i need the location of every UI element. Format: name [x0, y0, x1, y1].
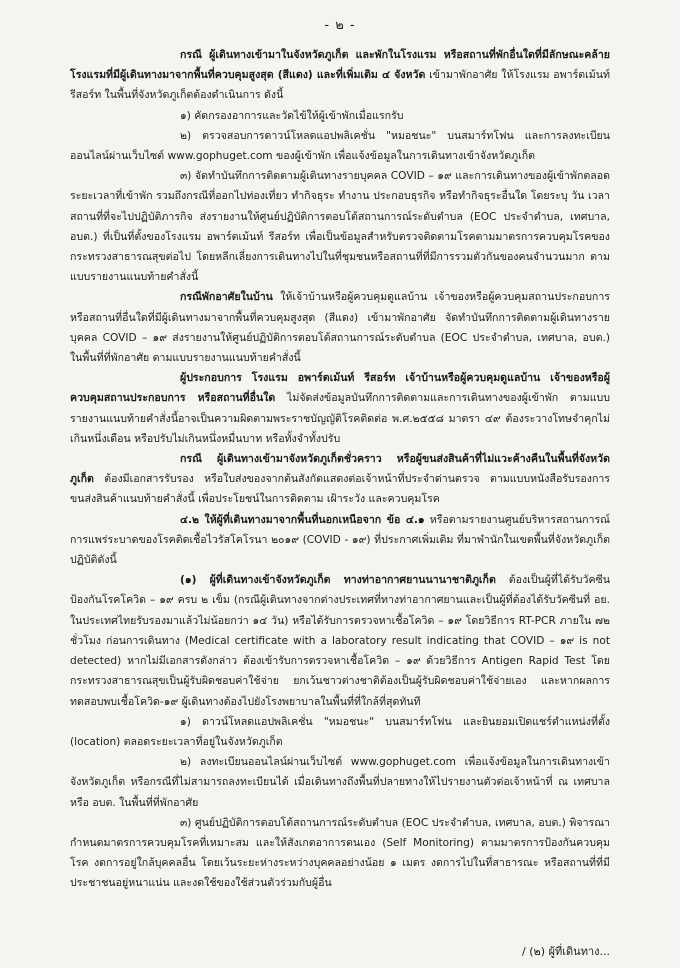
paragraph-operator-penalty [70, 368, 610, 449]
list-item-app-check: ๒) ตรวจสอบการดาวน์โหลดแอปพลิเคชั่น "หมอชนะ" บนสมาร์ทโฟน และการลงทะเบียนออนไลน์ผ่านเว็บไซต์ www.gophuget.com ของผู้เข้าพัก เพื่อแจ้งข้อมูลในการเดินทางเข้าจังหวัดภูเก็ต [70, 129, 610, 163]
hotel-case-heading: กรณี ผู้เดินทางเข้ามาในจังหวัดภูเก็ต และพักในโรงแรม หรือสถานที่พักอื่นใดที่มีลักษณะคล้ายโรงแรมที่มีผู้เดินทางมาจากพื้นที่ควบคุมสูงสุด (สีแดง) และที่เพิ่มเติม ๔ จังหวัด [70, 49, 610, 82]
sub-item-eoc-measures: ๓) ศูนย์ปฏิบัติการตอบโต้สถานการณ์ระดับตำบล (EOC ประจำตำบล, เทศบาล, อบต.) พิจารณากำหนดมาตรการควบคุมโรคที่เหมาะสม และให้สังเกตอาการตนเอง (Self Monitoring) ตามมาตรการป้องกันควบคุมโรค งดการอยู่ใกล้บุคคลอื่น โดยเว้นระยะห่างระหว่างบุคคลอย่างน้อย ๑ เมตร งดการไปในที่สาธารณะ หรือสถานที่ที่มีประชาชนอยู่หนาแน่น และงดใช้ของใช้ส่วนตัวร่วมกับผู้อื่น [70, 816, 610, 890]
list-item-tracking-record: ๓) จัดทำบันทึกการติดตามผู้เดินทางรายบุคคล COVID – ๑๙ และการเดินทางของผู้เข้าพักตลอดระยะเวลาที่เข้าพัก รวมถึงกรณีที่ออกไปท่องเที่ยว ทำกิจธุระ ทำงาน ประกอบธุรกิจ หรือทำกิจธุระอื่นใด โดยระบุ วัน เวลา สถานที่ที่จะไปปฏิบัติภารกิจ ส่งรายงานให้ศูนย์ปฏิบัติการตอบโต้สถานการณ์ระดับตำบล (EOC ประจำตำบล, เทศบาล, อบต.) ที่เป็นที่ตั้งของโรงแรม อพาร์ตเม้นท์ รีสอร์ท เพื่อเป็นข้อมูลสำหรับตรวจติดตามโรคตามมาตรการควบคุมโรคของกระทรวงสาธารณสุขต่อไป โดยหลีกเลี่ยงการเดินทางไปในที่ชุมชนหรือสถานที่ที่มีการรวมตัวกันของคนจำนวนมาก ตามแบบรายงานแนบท้ายคำสั่งนี้ [70, 170, 610, 284]
paragraph-temporary-visitor [70, 449, 610, 510]
home-case-heading: กรณีพักอาศัยในบ้าน [180, 291, 273, 304]
continuation-footer: / (๒) ผู้ที่เดินทาง... [522, 945, 610, 958]
airport-arrival-text: ต้องเป็นผู้ที่ได้รับวัคซีนป้องกันโรคโควิด – ๑๙ ครบ ๒ เข็ม (กรณีผู้เดินทางจากต่างประเทศที่ทางท่าอากาศยานและเป็นผู้ที่ต้องได้รับวัคซีนที่ อย. ในประเทศไทยรับรองมาแล้วไม่น้อยกว่า ๑๔ วัน) หรือได้รับการตรวจหาเชื้อโควิด – ๑๙ โดยวิธีการ RT-PCR ภายใน ๗๒ ชั่วโมง ก่อนการเดินทาง (Medical certificate with a laboratory result indicating that COVID – ๑๙ is not detected) หากไม่มีเอกสารดังกล่าว ต้องเข้ารับการตรวจหาเชื้อโควิด – ๑๙ ด้วยวิธีการ Antigen Rapid Test โดยกระทรวงสาธารณสุขเป็นผู้รับผิดชอบค่าใช้จ่าย ยกเว้นชาวต่างชาติต้องเป็นผู้รับผิดชอบค่าใช้จ่ายเอง และหากผลการทดสอบพบเชื้อโควิด-๑๙ ผู้เดินทางต้องไปยังโรงพยาบาลในพื้นที่ที่ใกล้ที่สุดทันที [70, 574, 610, 708]
section-4-2-heading: ๔.๒ ให้ผู้ที่เดินทางมาจากพื้นที่นอกเหนือจาก ข้อ ๔.๑ [180, 513, 425, 526]
paragraph-section-4-2 [70, 510, 610, 571]
hotel-case-text: เข้ามาพักอาศัย ให้โรงแรม อพาร์ตเม้นท์ รีสอร์ท ในพื้นที่จังหวัดภูเก็ตต้องดำเนินการ ดังนี้ [70, 69, 610, 102]
home-case-text: ให้เจ้าบ้านหรือผู้ควบคุมดูแลบ้าน เจ้าของหรือผู้ควบคุมสถานประกอบการ หรือสถานที่อื่นใดที่มีผู้เดินทางมาจากพื้นที่ควบคุมสูงสุด (สีแดง) เข้ามาพักอาศัย จัดทำบันทึกการติดตามผู้เดินทางรายบุคคล COVID – ๑๙ ส่งรายงานให้ศูนย์ปฏิบัติการตอบโต้สถานการณ์ระดับตำบล (EOC ประจำตำบล, เทศบาล, อบต.) ในพื้นที่ที่พักอาศัย ตามแบบรายงานแนบท้ายคำสั่งนี้ [70, 291, 610, 365]
list-item-screening: ๑) คัดกรองอาการและวัดไข้ให้ผู้เข้าพักเมื่อแรกรับ [180, 109, 404, 122]
temporary-visitor-text: ต้องมีเอกสารรับรอง หรือใบส่งของจากต้นสังกัดแสดงต่อเจ้าหน้าที่ประจำด่านตรวจ ตามแบบหนังสือรับรองการขนส่งสินค้าแนบท้ายคำสั่งนี้ เพื่อประโยชน์ในการติดตาม เฝ้าระวัง และควบคุมโรค [70, 473, 610, 506]
operator-text: ไม่จัดส่งข้อมูลบันทึกการติดตามและการเดินทางของผู้เข้าพัก ตามแบบรายงานแนบท้ายคำสั่งนี้อาจเป็นความผิดตามพระราชบัญญัติโรคติดต่อ พ.ศ.๒๕๕๘ มาตรา ๔๙ ต้องระวางโทษจำคุกไม่เกินหนึ่งเดือน หรือปรับไม่เกินหนึ่งหมื่นบาท หรือทั้งจำทั้งปรับ [70, 392, 611, 445]
sub-item-app-download: ๑) ดาวน์โหลดแอปพลิเคชั่น "หมอชนะ" บนสมาร์ทโฟน และยินยอมเปิดแชร์ตำแหน่งที่ตั้ง (location) ตลอดระยะเวลาที่อยู่ในจังหวัดภูเก็ต [70, 715, 610, 748]
temporary-visitor-heading: กรณี ผู้เดินทางเข้ามาจังหวัดภูเก็ตชั่วคราว หรือผู้ขนส่งสินค้าที่ไม่แวะค้างคืนในพื้นที่จังหวัดภูเก็ต [70, 453, 610, 486]
page-number: - ๒ - [324, 18, 356, 33]
airport-arrival-heading: (๑) ผู้ที่เดินทางเข้าจังหวัดภูเก็ต ทางท่าอากาศยานนานาชาติภูเก็ต [180, 574, 496, 587]
section-4-2-text: หรือตามรายงานศูนย์บริหารสถานการณ์การแพร่ระบาดของโรคติดเชื้อไวรัสโคโรนา ๒๐๑๙ (COVID - ๑๙) ที่ประกาศเพิ่มเติม ที่มาพำนักในเขตพื้นที่จังหวัดภูเก็ต ปฏิบัติดังนี้ [70, 513, 610, 567]
operator-heading: ผู้ประกอบการ โรงแรม อพาร์ตเม้นท์ รีสอร์ท เจ้าบ้านหรือผู้ควบคุมดูแลบ้าน เจ้าของหรือผู้ควบคุมสถานประกอบการ หรือสถานที่อื่นใด [70, 372, 610, 405]
sub-item-online-registration: ๒) ลงทะเบียนออนไลน์ผ่านเว็บไซต์ www.gophuget.com เพื่อแจ้งข้อมูลในการเดินทางเข้าจังหวัดภูเก็ต หรือกรณีที่ไม่สามารถลงทะเบียนได้ เมื่อเดินทางถึงพื้นที่ปลายทางให้ไปรายงานตัวต่อเจ้าหน้าที่ ณ เทศบาล หรือ อบต. ในพื้นที่ที่พักอาศัย [70, 756, 610, 809]
paragraph-hotel-case [70, 45, 610, 106]
paragraph-airport-arrival [70, 570, 610, 711]
paragraph-home-case [70, 287, 610, 368]
